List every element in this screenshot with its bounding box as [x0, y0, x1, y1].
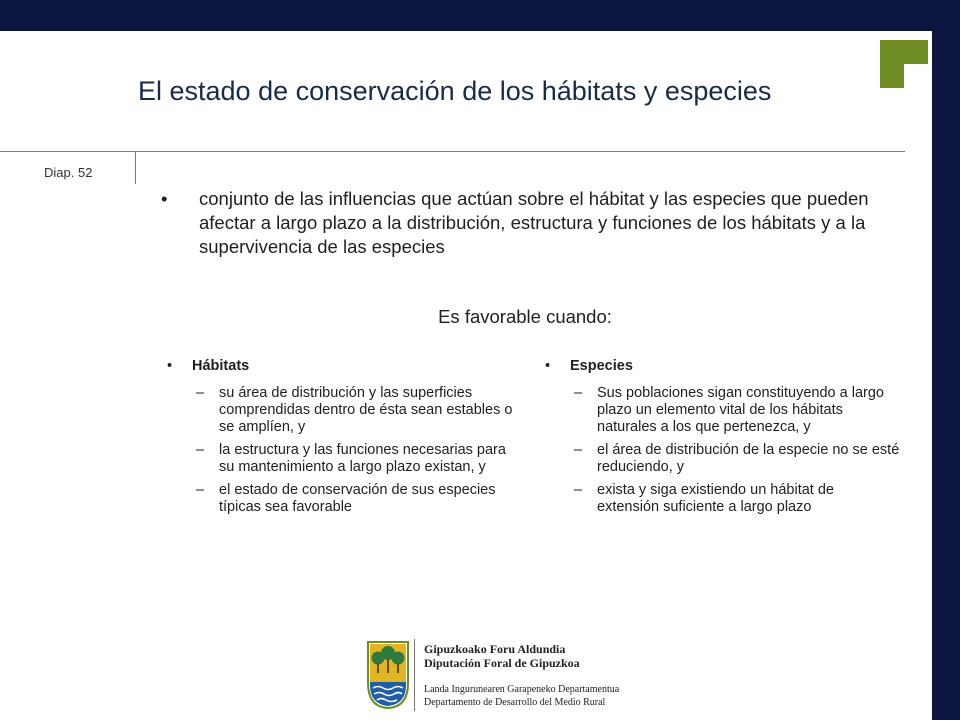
bullet-dot: • [167, 358, 173, 374]
habitats-column [167, 358, 517, 522]
dash-marker: – [196, 385, 205, 401]
dash-marker: – [196, 442, 205, 458]
main-bullet-text: conjunto de las influencias que actúan sobre el hábitat y las especies que pueden afectar a largo plazo a la distribución, estructura y funciones de los hábitats y a la supervivencia de las especies [199, 188, 869, 257]
column-heading [167, 358, 517, 375]
list-item [167, 442, 517, 476]
dash-marker: – [574, 442, 583, 458]
main-bullet [161, 187, 887, 259]
organization-block [424, 642, 619, 709]
bullet-dot: • [161, 188, 168, 209]
bullet-dot: • [545, 358, 551, 374]
top-decor-bar [0, 0, 960, 31]
column-heading [545, 358, 900, 375]
department-basque: Landa Ingurunearen Garapeneko Departamentua [424, 684, 620, 695]
list-item [545, 385, 900, 436]
list-item-text: el área de distribución de la especie no se esté reduciendo, y [597, 442, 900, 475]
list-item-text: la estructura y las funciones necesarias para su mantenimiento a largo plazo existan, y [219, 442, 506, 475]
list-item [545, 442, 900, 476]
org-name-spanish: Diputación Foral de Gipuzkoa [424, 656, 580, 670]
slide-number: Diap. 52 [44, 165, 93, 180]
logo-divider [414, 639, 415, 711]
favorable-subtitle: Es favorable cuando: [438, 306, 612, 327]
list-item-text: exista y siga existiendo un hábitat de extensión suficiente a largo plazo [597, 482, 834, 515]
list-item [167, 482, 517, 516]
list-item-text: el estado de conservación de sus especies típicas sea favorable [219, 482, 496, 515]
dash-marker: – [574, 482, 583, 498]
list-item [545, 482, 900, 516]
list-item-text: su área de distribución y las superficies comprendidas dentro de ésta sean estables o se amplíen, y [219, 385, 513, 435]
slide-title: El estado de conservación de los hábitats y especies [138, 76, 772, 106]
slide-number-divider [135, 152, 136, 184]
list-item [167, 385, 517, 436]
white-square-decor [904, 64, 928, 88]
especies-column [545, 358, 900, 522]
gipuzkoa-coat-of-arms-icon [367, 641, 409, 709]
column-heading-text: Hábitats [192, 358, 250, 374]
column-heading-text: Especies [570, 358, 633, 374]
dash-marker: – [574, 385, 583, 401]
org-name-basque: Gipuzkoako Foru Aldundia [424, 642, 566, 656]
department-spanish: Departamento de Desarrollo del Medio Rural [424, 697, 606, 708]
dash-marker: – [196, 482, 205, 498]
list-item-text: Sus poblaciones sigan constituyendo a largo plazo un elemento vital de los hábitats naturales a los que pertenezca, y [597, 385, 884, 435]
right-decor-bar [932, 31, 960, 720]
